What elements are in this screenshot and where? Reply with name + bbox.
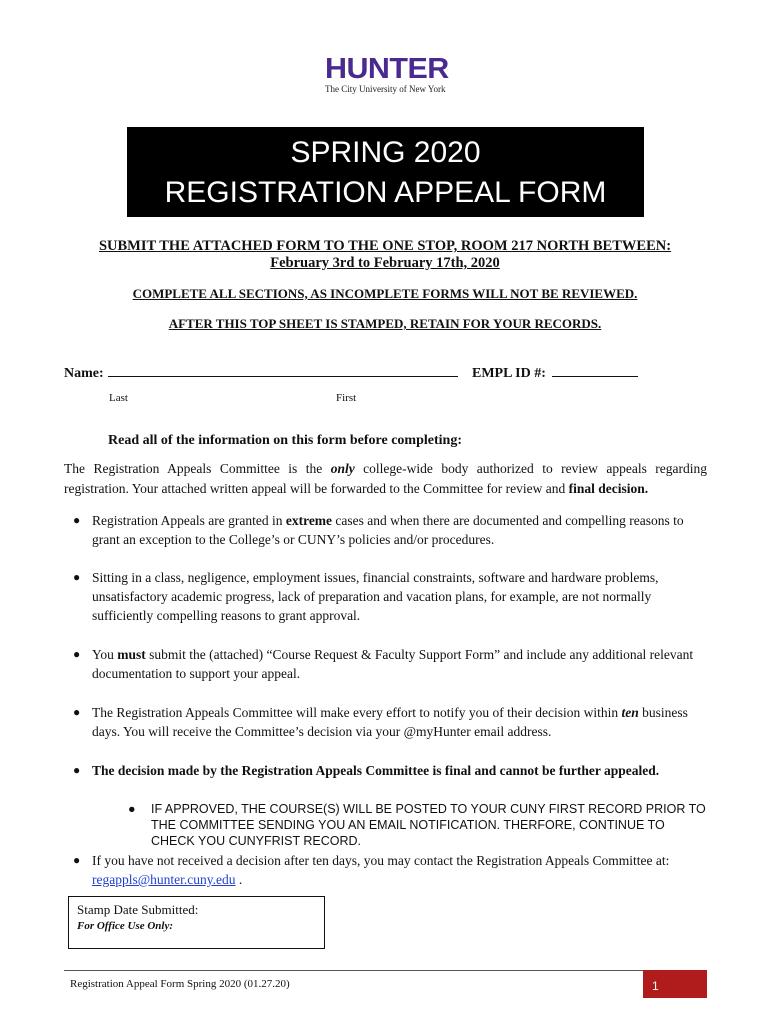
sub-list-item: ● IF APPROVED, THE COURSE(S) WILL BE POSTED TO YOUR CUNY FIRST RECORD PRIOR TO THE COMMITTEE SENDING YOU AN EMAIL NOTIFICATION. THERFORE, CONTINUE TO CHECK YOU CUNYFRIST RECORD. — [128, 802, 706, 848]
title-banner — [127, 127, 644, 217]
intro-paragraph: The Registration Appeals Committee is the only college-wide body authorized to review appeals regarding registration. Your attached written appeal will be forwarded to the Committee for review and final decision. — [64, 461, 707, 496]
list-item: ● If you have not received a decision after ten days, you may contact the Registration Appeals Committee at: regappls@hunter.cuny.edu . — [73, 853, 670, 887]
title-line-1: SPRING 2020 — [290, 136, 481, 169]
stamp-box — [68, 896, 325, 949]
stamp-label: Stamp Date Submitted: — [77, 902, 199, 917]
list-item: ● Registration Appeals are granted in extreme cases and when there are documented and compelling reasons to grant an exception to the College’s or CUNY’s policies and/or procedures. — [73, 513, 684, 547]
list-item: ● The decision made by the Registration Appeals Committee is final and cannot be further appealed. — [73, 763, 660, 778]
list-item: ● The Registration Appeals Committee will make every effort to notify you of their decision within ten business days. You will receive the Committee’s decision via your @myHunter email address. — [73, 705, 688, 739]
last-name-label: Last — [109, 392, 128, 404]
logo-subtitle: The City University of New York — [325, 84, 446, 94]
empl-id-label: EMPL ID #: — [472, 366, 546, 381]
list-item: ● Sitting in a class, negligence, employment issues, financial constraints, software and hardware problems, unsatisfactory academic progress, lack of preparation and vacation plans, for example, are not normally sufficiently compelling reasons to grant approval. — [73, 570, 659, 623]
office-use-label: For Office Use Only: — [77, 920, 174, 932]
title-line-2: REGISTRATION APPEAL FORM — [164, 176, 607, 209]
read-all-heading: Read all of the information on this form before completing: — [108, 433, 462, 448]
email-link[interactable]: regappls@hunter.cuny.edu — [92, 872, 236, 887]
empl-id-input-line[interactable] — [552, 362, 638, 377]
logo-wordmark: HUNTER — [325, 53, 449, 85]
name-field-row — [64, 362, 458, 382]
footer-text: Registration Appeal Form Spring 2020 (01.27.20) — [70, 978, 290, 990]
empl-id-row — [472, 362, 638, 382]
name-input-line[interactable] — [108, 362, 458, 377]
retain-records-notice: AFTER THIS TOP SHEET IS STAMPED, RETAIN FOR YOUR RECORDS. — [168, 316, 602, 331]
hunter-logo — [325, 53, 455, 94]
first-name-label: First — [336, 392, 357, 404]
name-label: Name: — [64, 366, 104, 381]
footer-divider — [64, 970, 707, 971]
submission-dates: February 3rd to February 17th, 2020 — [270, 255, 500, 271]
page-number: 1 — [643, 970, 707, 998]
submit-instruction: SUBMIT THE ATTACHED FORM TO THE ONE STOP, ROOM 217 NORTH BETWEEN: — [98, 238, 672, 254]
complete-sections-notice: COMPLETE ALL SECTIONS, AS INCOMPLETE FORMS WILL NOT BE REVIEWED. — [132, 286, 638, 301]
list-item: ● You must submit the (attached) “Course Request & Faculty Support Form” and include any additional relevant documentation to support your appeal. — [73, 647, 694, 681]
